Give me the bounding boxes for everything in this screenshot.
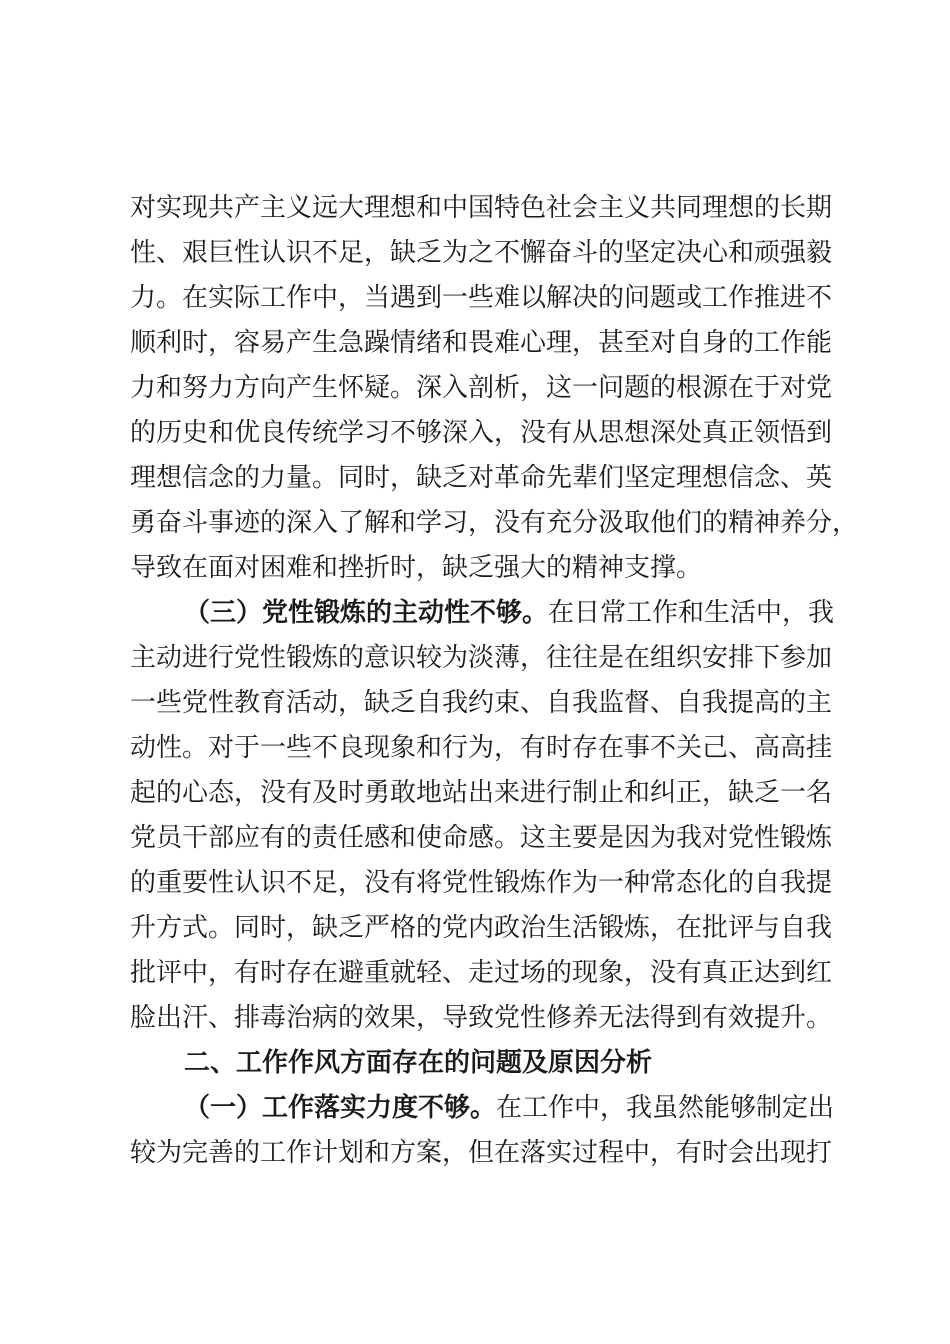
paragraph-line-with-subheading — [184, 1086, 835, 1130]
paragraph-line: 对实现共产主义远大理想和中国特色社会主义共同理想的长期 — [130, 193, 833, 223]
paragraph-line: 较为完善的工作计划和方案，但在落实过程中，有时会出现打 — [130, 1138, 833, 1168]
subheading-3: （三）党性锻炼的主动性不够。 — [184, 598, 549, 628]
paragraph-line: 力和努力方向产生怀疑。深入剖析，这一问题的根源在于对党 — [130, 373, 833, 403]
paragraph-line: 勇奋斗事迹的深入了解和学习，没有充分汲取他们的精神养分， — [130, 508, 859, 538]
paragraph-line: 起的心态，没有及时勇敢地站出来进行制止和纠正，缺乏一名 — [130, 778, 833, 808]
paragraph-text: 在工作中，我虽然能够制定出 — [496, 1093, 835, 1123]
paragraph-line: 主动进行党性锻炼的意识较为淡薄，往往是在组织安排下参加 — [130, 643, 833, 673]
paragraph-line: 的历史和优良传统学习不够深入，没有从思想深处真正领悟到 — [130, 418, 833, 448]
paragraph-line: 脸出汗、排毒治病的效果，导致党性修养无法得到有效提升。 — [130, 1003, 833, 1033]
paragraph-line: 动性。对于一些不良现象和行为，有时存在事不关己、高高挂 — [130, 733, 833, 763]
paragraph-line: 导致在面对困难和挫折时，缺乏强大的精神支撑。 — [130, 553, 703, 583]
paragraph-line: 性、艰巨性认识不足，缺乏为之不懈奋斗的坚定决心和顽强毅 — [130, 238, 833, 268]
paragraph-line: 一些党性教育活动，缺乏自我约束、自我监督、自我提高的主 — [130, 688, 833, 718]
paragraph-line: 理想信念的力量。同时，缺乏对革命先辈们坚定理想信念、英 — [130, 463, 833, 493]
paragraph-line: 力。在实际工作中，当遇到一些难以解决的问题或工作推进不 — [130, 283, 833, 313]
section-heading-2: 二、工作作风方面存在的问题及原因分析 — [184, 1048, 653, 1078]
paragraph-line: 顺利时，容易产生急躁情绪和畏难心理，甚至对自身的工作能 — [130, 328, 833, 358]
paragraph-line: 党员干部应有的责任感和使命感。这主要是因为我对党性锻炼 — [130, 823, 833, 853]
paragraph-line: 升方式。同时，缺乏严格的党内政治生活锻炼，在批评与自我 — [130, 913, 833, 943]
subheading-1: （一）工作落实力度不够。 — [184, 1093, 497, 1123]
paragraph-text: 在日常工作和生活中，我 — [548, 598, 835, 628]
paragraph-line-with-subheading — [184, 591, 835, 635]
paragraph-line: 的重要性认识不足，没有将党性锻炼作为一种常态化的自我提 — [130, 868, 833, 898]
paragraph-line: 批评中，有时存在避重就轻、走过场的现象，没有真正达到红 — [130, 958, 833, 988]
